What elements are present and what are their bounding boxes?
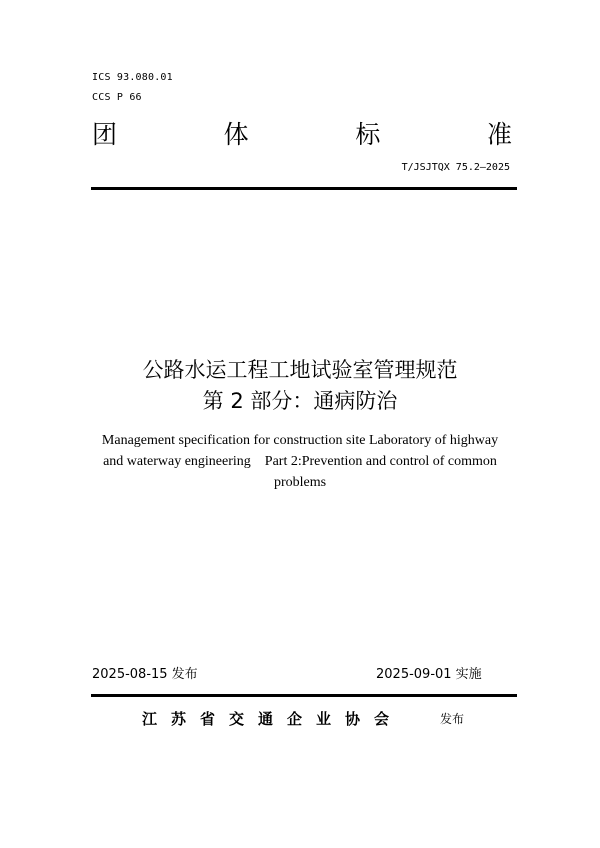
title-en-line2: and waterway engineering Part 2:Prevention and control of common <box>103 454 497 469</box>
title-zh-line1: 公路水运工程工地试验室管理规范 <box>142 358 458 382</box>
top-divider <box>91 187 517 190</box>
implement-date: 2025-09-01 实施 <box>376 667 482 682</box>
standard-type-char: 体 <box>223 120 249 149</box>
title-en-line1: Management specification for construction site Laboratory of highway <box>101 433 499 448</box>
bottom-divider <box>91 694 517 697</box>
standard-number: T/JSJTQX 75.2—2025 <box>401 162 510 173</box>
standard-type <box>92 115 512 151</box>
issuer-name: 江苏省交通企业协会 <box>142 710 404 728</box>
ics-code: ICS 93.080.01 <box>92 72 173 83</box>
title-zh-line2: 第 2 部分：通病防治 <box>202 389 398 413</box>
standard-type-char: 标 <box>355 120 381 149</box>
publish-date: 2025-08-15 发布 <box>92 667 198 682</box>
standard-type-char: 准 <box>486 120 512 149</box>
standard-type-char: 团 <box>92 120 118 149</box>
title-en <box>95 430 505 493</box>
ccs-code: CCS P 66 <box>92 92 142 103</box>
title-en-line3: problems <box>273 475 327 490</box>
issue-label: 发布 <box>440 712 465 726</box>
